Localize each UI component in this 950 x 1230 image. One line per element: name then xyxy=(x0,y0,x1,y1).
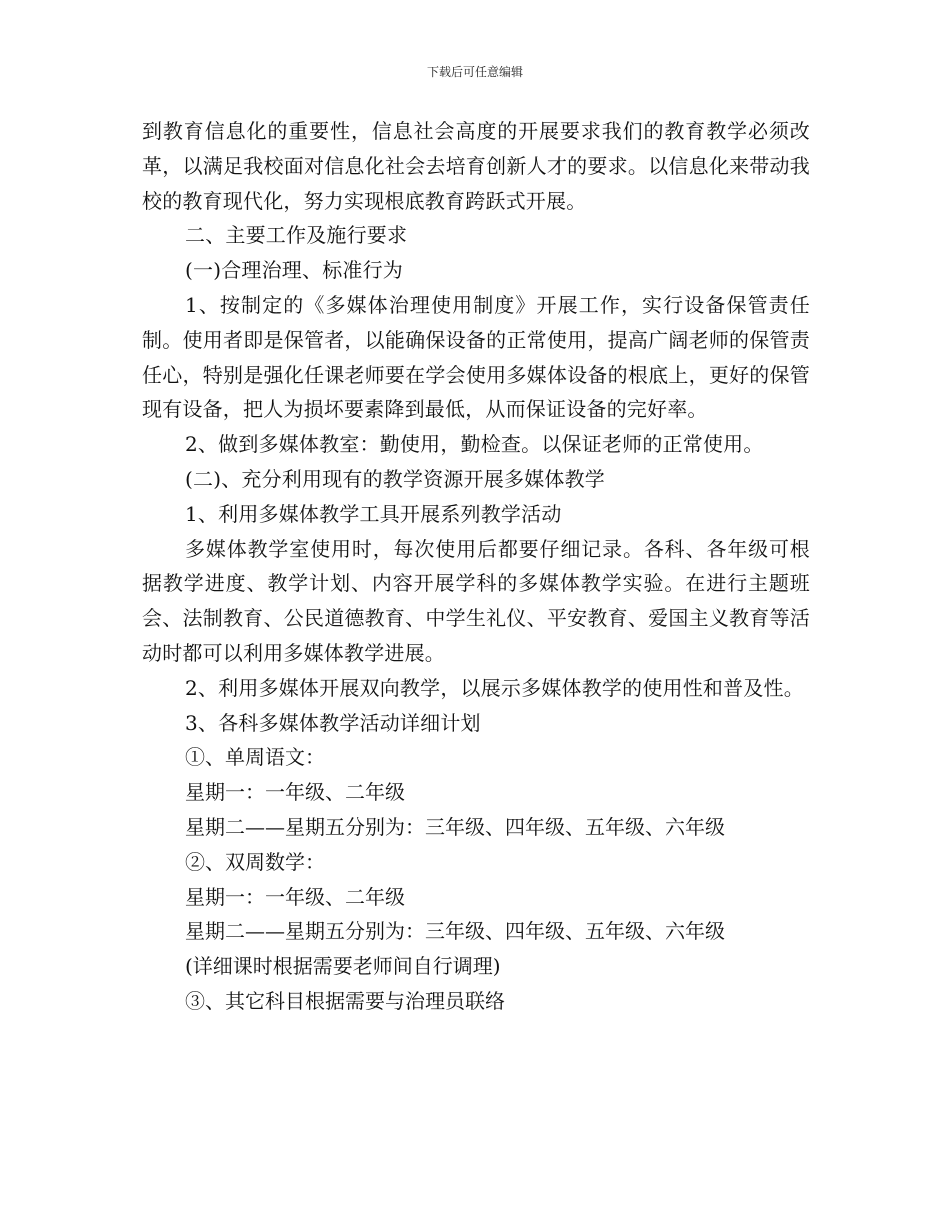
page-header: 下载后可任意编辑 xyxy=(426,65,523,79)
list-item: 2、做到多媒体教室：勤使用，勤检查。以保证老师的正常使用。 xyxy=(185,432,764,457)
list-item: 1、按制定的《多媒体治理使用制度》开展工作，实行设备保管责任制。使用者即是保管者，以能确保设备的正常使用，提高广阔老师的保管责任心，特别是强化任课老师要在学会使用多媒体设备的根底上，更好的保管现有设备，把人为损坏要素降到最低，从而保证设备的完好率。 xyxy=(142,292,810,422)
list-item: 3、各科多媒体教学活动详细计划 xyxy=(185,710,481,735)
schedule-math-title: ②、双周数学： xyxy=(185,849,325,874)
document-body xyxy=(142,114,810,1019)
schedule-line: 星期二——星期五分别为：三年级、四年级、五年级、六年级 xyxy=(185,814,725,839)
body-paragraph: 多媒体教学室使用时，每次使用后都要仔细记录。各科、各年级可根据教学进度、教学计划、内容开展学科的多媒体教学实验。在进行主题班会、法制教育、公民道德教育、中学生礼仪、平安教育、爱国主义教育等活动时都可以利用多媒体教学进展。 xyxy=(142,536,810,665)
intro-paragraph: 到教育信息化的重要性，信息社会高度的开展要求我们的教育教学必须改革，以满足我校面对信息化社会去培育创新人才的要求。以信息化来带动我校的教育现代化，努力实现根底教育跨跃式开展。 xyxy=(142,119,810,213)
subsection-heading: (二)、充分利用现有的教学资源开展多媒体教学 xyxy=(185,466,606,491)
list-item: 1、利用多媒体教学工具开展系列教学活动 xyxy=(185,501,562,526)
schedule-chinese-title: ①、单周语文： xyxy=(185,745,325,770)
schedule-line: 星期一：一年级、二年级 xyxy=(185,884,405,909)
subsection-heading: (一)合理治理、标准行为 xyxy=(185,258,404,283)
schedule-note: (详细课时根据需要老师间自行调理) xyxy=(185,954,501,979)
schedule-line: 星期二——星期五分别为：三年级、四年级、五年级、六年级 xyxy=(185,919,725,944)
schedule-line: 星期一：一年级、二年级 xyxy=(185,780,405,805)
section-heading: 二、主要工作及施行要求 xyxy=(185,223,408,248)
list-item: 2、利用多媒体开展双向教学，以展示多媒体教学的使用性和普及性。 xyxy=(185,675,804,700)
schedule-other: ③、其它科目根据需要与治理员联络 xyxy=(185,988,505,1013)
